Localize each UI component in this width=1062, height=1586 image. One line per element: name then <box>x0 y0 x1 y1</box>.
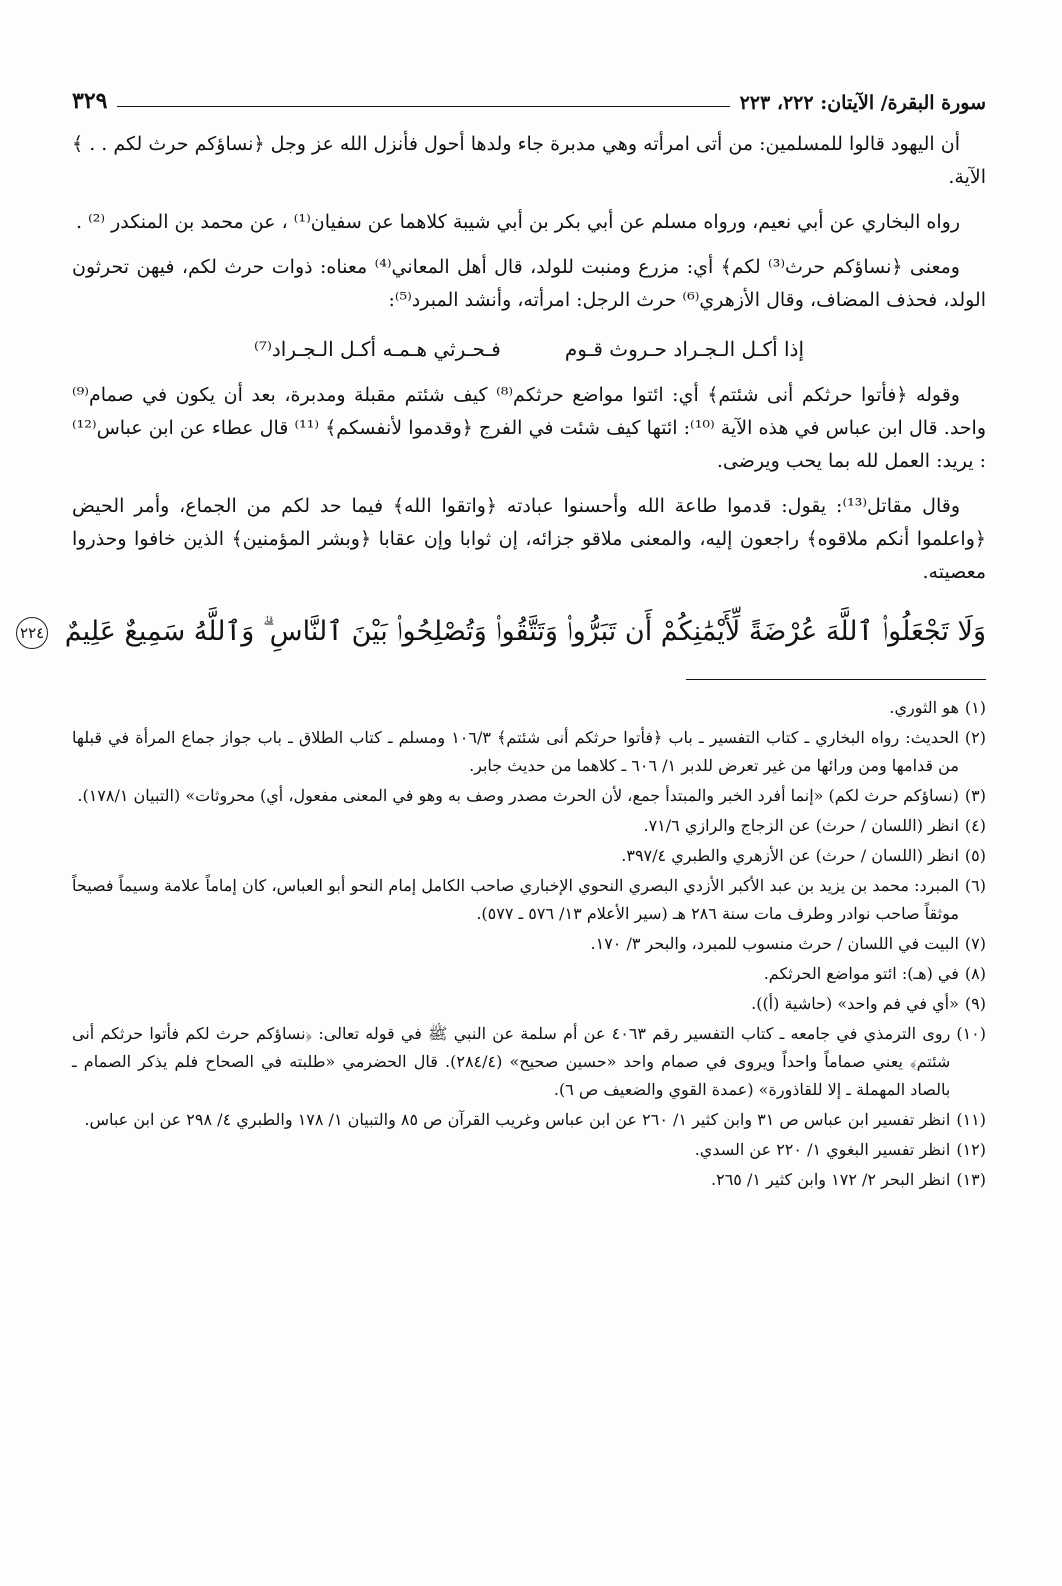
footnote-text: «أي في فم واحد» (حاشية (أ)). <box>751 994 959 1013</box>
footnote-number: (١٢) <box>956 1140 986 1159</box>
footnote-number: (١) <box>964 698 986 717</box>
footnote-text: انظر البحر ٢/ ١٧٢ وابن كثير ١/ ٢٦٥. <box>711 1170 951 1189</box>
footnote-text: البيت في اللسان / حرث منسوب للمبرد، والبحر ٣/ ١٧٠. <box>590 934 959 953</box>
running-header <box>72 80 986 114</box>
footnote-number: (٤) <box>964 816 986 835</box>
footnote <box>72 1136 986 1164</box>
footnote <box>72 1020 986 1104</box>
page-number: ٣٢٩ <box>72 88 108 114</box>
footnote <box>72 960 986 988</box>
footnote-text: المبرد: محمد بن يزيد بن عبد الأكبر الأزدي البصري النحوي الإخباري صاحب الكامل إمام النحو أبو العباس، كان إماماً علامة وسيماً فصيحاً موثقاً صاحب نوادر وطرف مات سنة ٢٨٦ هـ (سير الأعلام ١٣/ ٥٧٦ ـ ٥٧٧). <box>72 876 959 923</box>
footnote-text: (نساؤكم حرث لكم) «إنما أفرد الخبر والمبتدأ جمع، لأن الحرث مصدر وصف به وهو في المعنى مفعول، أي) محروثات» (التبيان ١٧٨/١). <box>77 786 959 805</box>
footnote-separator <box>686 679 986 680</box>
footnote-text: الحديث: رواه البخاري ـ كتاب التفسير ـ باب ﴿فأتوا حرثكم أنى شئتم﴾ ١٠٦/٣ ومسلم ـ كتاب الطلاق ـ باب جواز جماع المرأة في قبلها من قدامها ومن ورائها من غير تعرض للدبر ١/ ٦٠٦ ـ كلاهما من حديث جابر. <box>72 728 959 775</box>
ayah-number-marker: ٢٢٤ <box>16 617 48 649</box>
paragraph: رواه البخاري عن أبي نعيم، ورواه مسلم عن أبي بكر بن أبي شيبة كلاهما عن سفيان⁽¹⁾ ، عن محمد بن المنكدر ⁽²⁾ . <box>75 211 960 233</box>
footnote <box>72 842 986 870</box>
footnote-number: (٦) <box>964 876 986 895</box>
header-rule <box>117 106 729 107</box>
footnote-number: (٩) <box>964 994 986 1013</box>
footnote <box>72 1166 986 1194</box>
footnote <box>72 724 986 780</box>
poem-hemistich-first: إذا أكـل الـجـراد حـروث قـوم <box>564 337 805 361</box>
quran-verse-text: وَلَا تَجْعَلُوا۟ ٱللَّهَ عُرْضَةً لِّأَيْمَٰنِكُمْ أَن تَبَرُّوا۟ وَتَتَّقُوا۟ وَتُصْلِحُوا۟ بَيْنَ ٱلنَّاسِ ۗ وَٱللَّهُ سَمِيعٌ عَلِيمٌ <box>64 616 986 647</box>
footnote-number: (١٣) <box>956 1170 986 1189</box>
footnote <box>72 694 986 722</box>
footnote-text: هو الثوري. <box>889 698 959 717</box>
footnote <box>72 1106 986 1134</box>
footnote <box>72 782 986 810</box>
footnote-text: انظر تفسير البغوي ١/ ٢٢٠ عن السدي. <box>694 1140 951 1159</box>
footnote-number: (١٠) <box>956 1024 986 1043</box>
paragraph: وقال مقاتل⁽¹³⁾: يقول: قدموا طاعة الله وأحسنوا عبادته ﴿واتقوا الله﴾ فيما حد لكم من الجماع، وأمر الحيض ﴿واعلموا أنكم ملاقوه﴾ راجعون إليه، والمعنى ملاقو جزائه، إن ثوابا وإن عقابا ﴿وبشر المؤمنين﴾ الذين خافوا وحذروا معصيته. <box>72 495 986 583</box>
running-title: سورة البقرة/ الآيتان: ٢٢٢، ٢٢٣ <box>739 92 986 114</box>
footnote <box>72 872 986 928</box>
footnote-text: في (هـ): ائتو مواضع الحرثكم. <box>763 964 959 983</box>
footnote-text: انظر (اللسان / حرث) عن الأزهري والطبري ٣٩٧/٤. <box>621 846 959 865</box>
footnote-text: انظر (اللسان / حرث) عن الزجاج والرازي ٧١/٦. <box>643 816 959 835</box>
poem-hemistich-second: فـحـرثي هـمـه أكـل الـجـراد⁽⁷⁾ <box>254 337 501 361</box>
footnote-text: انظر تفسير ابن عباس ص ٣١ وابن كثير ١/ ٢٦٠ عن ابن عباس وغريب القرآن ص ٨٥ والتبيان ١/ ١٧٨ والطبري ٤/ ٢٩٨ عن ابن عباس. <box>84 1110 951 1129</box>
footnote-number: (٨) <box>964 964 986 983</box>
quran-verse <box>20 603 986 661</box>
paragraph: وقوله ﴿فأتوا حرثكم أنى شئتم﴾ أي: ائتوا مواضع حرثكم⁽⁸⁾ كيف شئتم مقبلة ومدبرة، بعد أن يكون في صمام⁽⁹⁾ واحد. قال ابن عباس في هذه الآية ⁽¹⁰⁾: ائتها كيف شئت في الفرج ﴿وقدموا لأنفسكم﴾ ⁽¹¹⁾ قال عطاء عن ابن عباس⁽¹²⁾ : يريد: العمل لله بما يحب ويرضى. <box>72 384 986 472</box>
paragraph: ومعنى ﴿نساؤكم حرث⁽³⁾ لكم﴾ أي: مزرع ومنبت للولد، قال أهل المعاني⁽⁴⁾ معناه: ذوات حرث لكم، فيهن تحرثون الولد، فحذف المضاف، وقال الأزهري⁽⁶⁾ حرث الرجل: امرأته، وأنشد المبرد⁽⁵⁾: <box>72 256 986 311</box>
footnote-number: (٥) <box>964 846 986 865</box>
footnote-text: روى الترمذي في جامعه ـ كتاب التفسير رقم ٤٠٦٣ عن أم سلمة عن النبي ﷺ في قوله تعالى: ﴿نساؤكم حرث لكم فأتوا حرثكم أنى شئتم﴾ يعني صماماً واحداً ويروى في صمام واحد «حسين صحيح» (٢٨٤/٤). قال الحضرمي «طلبته في الصحاح فلم يذكر الصمام ـ بالصاد المهملة ـ إلا للقاذورة» (عمدة القوي والضعيف ص ٦). <box>72 1024 951 1099</box>
paragraph: أن اليهود قالوا للمسلمين: من أتى امرأته وهي مدبرة جاء ولدها أحول فأنزل الله عز وجل ﴿نساؤكم حرث لكم . . ﴾ الآية. <box>72 133 986 188</box>
footnote <box>72 812 986 840</box>
main-text <box>20 128 986 661</box>
footnote-number: (٢) <box>964 728 986 747</box>
footnote-number: (٧) <box>964 934 986 953</box>
footnote-number: (١١) <box>956 1110 986 1129</box>
poem-verse <box>72 329 986 369</box>
footnotes <box>72 694 986 1194</box>
footnote <box>72 930 986 958</box>
footnote-number: (٣) <box>964 786 986 805</box>
footnote <box>72 990 986 1018</box>
